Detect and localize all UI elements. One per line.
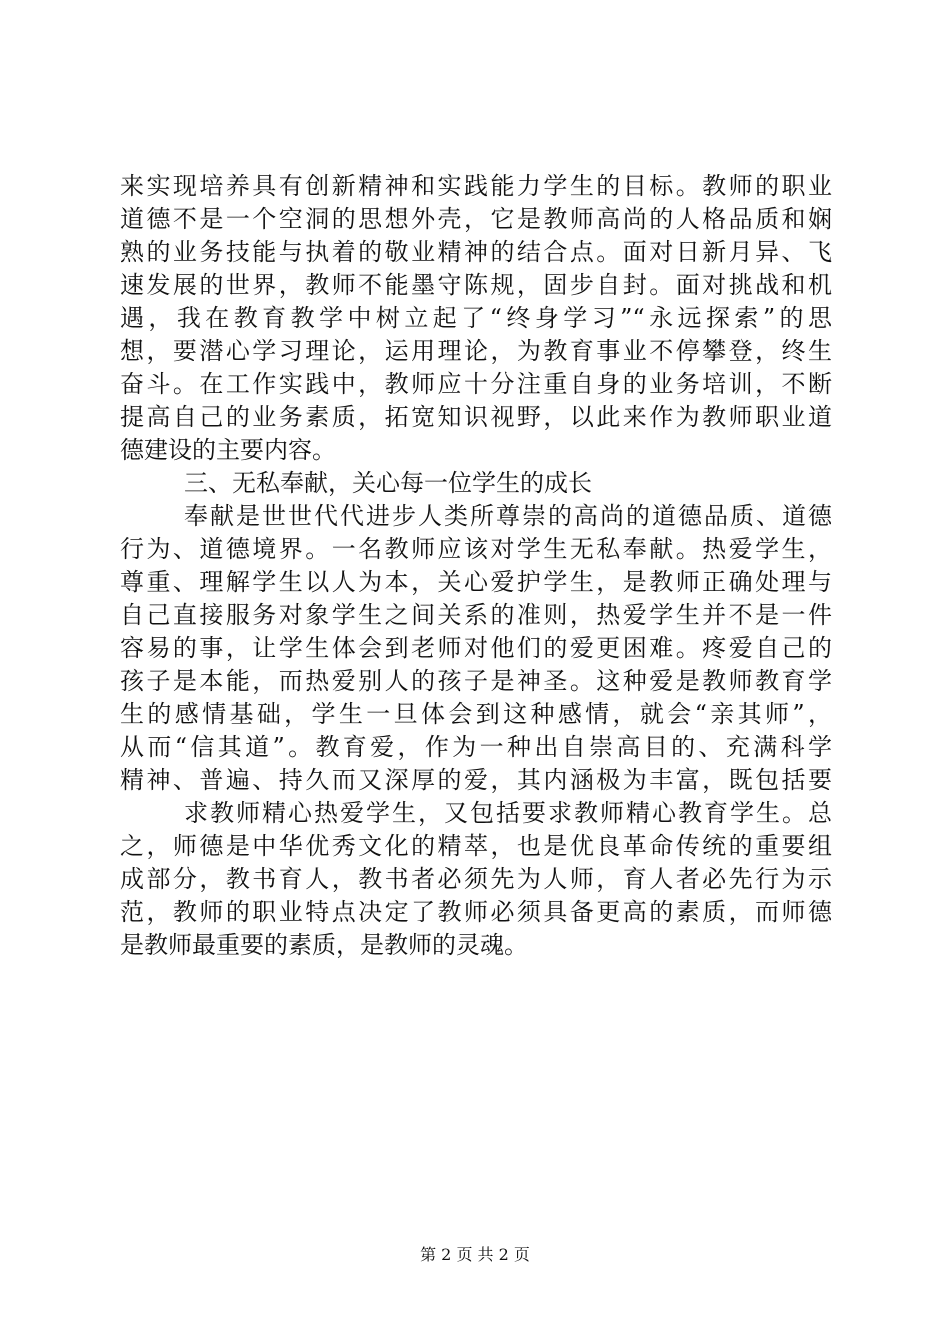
paragraph-line: 道德不是一个空洞的思想外壳，它是教师高尚的人格品质和娴 [120, 205, 832, 233]
paragraph-line: 提高自己的业务素质，拓宽知识视野，以此来作为教师职业道 [120, 403, 832, 431]
paragraph-line: 德建设的主要内容。 [120, 436, 336, 464]
paragraph-line: 之，师德是中华优秀文化的精萃，也是优良革命传统的重要组 [120, 832, 832, 860]
paragraph-line: 想，要潜心学习理论，运用理论，为教育事业不停攀登，终生 [120, 337, 832, 365]
paragraph-line: 生的感情基础，学生一旦体会到这种感情，就会“亲其师”， [120, 700, 832, 728]
section-heading: 三、无私奉献，关心每一位学生的成长 [184, 469, 592, 497]
paragraph-line: 奋斗。在工作实践中，教师应十分注重自身的业务培训，不断 [120, 370, 832, 398]
paragraph-line: 精神、普遍、持久而又深厚的爱，其内涵极为丰富，既包括要 [120, 766, 832, 794]
paragraph-line: 从而“信其道”。教育爱，作为一种出自崇高目的、充满科学 [120, 733, 832, 761]
paragraph-line: 遇，我在教育教学中树立起了“终身学习”“永远探索”的思 [120, 304, 832, 332]
paragraph-line: 范，教师的职业特点决定了教师必须具备更高的素质，而师德 [120, 898, 832, 926]
paragraph-line: 奉献是世世代代进步人类所尊崇的高尚的道德品质、道德 [184, 502, 832, 530]
paragraph-line: 自己直接服务对象学生之间关系的准则，热爱学生并不是一件 [120, 601, 832, 629]
paragraph-line: 求教师精心热爱学生，又包括要求教师精心教育学生。总 [184, 799, 832, 827]
paragraph-line: 成部分，教书育人，教书者必须先为人师，育人者必先行为示 [120, 865, 832, 893]
paragraph-line: 尊重、理解学生以人为本，关心爱护学生，是教师正确处理与 [120, 568, 832, 596]
page-number-footer: 第 2 页 共 2 页 [420, 1245, 530, 1264]
paragraph-line: 来实现培养具有创新精神和实践能力学生的目标。教师的职业 [120, 172, 832, 200]
paragraph-line: 熟的业务技能与执着的敬业精神的结合点。面对日新月异、飞 [120, 238, 832, 266]
document-body [120, 170, 832, 962]
paragraph-line: 孩子是本能，而热爱别人的孩子是神圣。这种爱是教师教育学 [120, 667, 832, 695]
paragraph-line: 速发展的世界，教师不能墨守陈规，固步自封。面对挑战和机 [120, 271, 832, 299]
paragraph-line: 行为、道德境界。一名教师应该对学生无私奉献。热爱学生， [120, 535, 832, 563]
paragraph-line: 是教师最重要的素质，是教师的灵魂。 [120, 931, 528, 959]
paragraph-line: 容易的事，让学生体会到老师对他们的爱更困难。疼爱自己的 [120, 634, 832, 662]
